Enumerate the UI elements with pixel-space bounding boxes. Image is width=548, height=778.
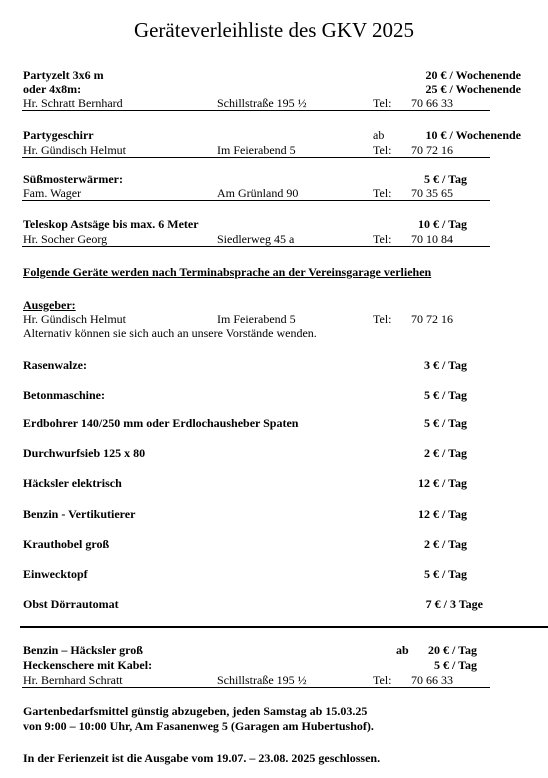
list-item-name: Krauthobel groß — [23, 537, 110, 551]
item-price-alt: 5 € / Tag — [433, 658, 477, 672]
item-price-alt: 25 € / Wochenende — [425, 82, 521, 96]
tel-number: 70 35 65 — [411, 186, 453, 200]
tel-label: Tel: — [373, 232, 392, 246]
footer-line-3: In der Ferienzeit ist die Ausgabe vom 19.07. – 23.08. 2025 geschlossen. — [23, 751, 381, 765]
tel-label: Tel: — [373, 312, 392, 326]
issuer-label: Ausgeber: — [23, 298, 76, 312]
item-name: Süßmosterwärmer: — [23, 172, 123, 186]
list-item-name: Rasenwalze: — [23, 358, 87, 372]
tel-number: 70 66 33 — [411, 96, 453, 110]
issuer-note: Alternativ können sie sich auch an unsere Vorstände wenden. — [23, 326, 317, 340]
divider — [22, 200, 490, 201]
item-price: 20 € / Tag — [427, 643, 477, 657]
list-item-name: Erdbohrer 140/250 mm oder Erdlochausheber Spaten — [23, 416, 299, 430]
page-title: Geräteverleihliste des GKV 2025 — [133, 18, 415, 42]
item-name-alt: oder 4x8m: — [23, 82, 82, 96]
contact-address: Im Feierabend 5 — [217, 312, 296, 326]
contact-address: Siedlerweg 45 a — [217, 232, 295, 246]
item-price: 10 € / Wochenende — [425, 128, 521, 142]
contact-person: Hr. Gündisch Helmut — [23, 312, 126, 326]
tel-number: 70 72 16 — [411, 312, 453, 326]
list-item-name: Einwecktopf — [23, 567, 88, 581]
list-item-price: 5 € / Tag — [423, 416, 467, 430]
contact-person: Hr. Schratt Bernhard — [23, 96, 123, 110]
divider — [22, 687, 490, 688]
footer-line-2: von 9:00 – 10:00 Uhr, Am Fasanenweg 5 (Garagen am Hubertushof). — [23, 719, 374, 733]
divider — [22, 110, 490, 111]
list-item-price: 5 € / Tag — [423, 567, 467, 581]
tel-label: Tel: — [373, 186, 392, 200]
contact-address: Am Grünland 90 — [217, 186, 299, 200]
item-name: Teleskop Astsäge bis max. 6 Meter — [23, 217, 199, 231]
item-name-alt: Heckenschere mit Kabel: — [23, 658, 153, 672]
contact-person: Fam. Wager — [23, 186, 82, 200]
list-item-name: Betonmaschine: — [23, 388, 105, 402]
list-item-price: 5 € / Tag — [423, 388, 467, 402]
list-item-price: 2 € / Tag — [423, 446, 467, 460]
tel-label: Tel: — [373, 673, 392, 687]
list-item-name: Durchwurfsieb 125 x 80 — [23, 446, 146, 460]
divider — [22, 246, 490, 247]
contact-address: Im Feierabend 5 — [217, 143, 296, 157]
list-item-name: Benzin - Vertikutierer — [23, 507, 136, 521]
tel-label: Tel: — [373, 143, 392, 157]
item-name: Benzin – Häcksler groß — [23, 643, 143, 657]
section-divider — [20, 626, 548, 628]
item-price: 20 € / Wochenende — [425, 68, 521, 82]
list-item-price: 12 € / Tag — [417, 476, 467, 490]
list-item-price: 2 € / Tag — [423, 537, 467, 551]
tel-number: 70 66 33 — [411, 673, 453, 687]
list-item-price: 12 € / Tag — [417, 507, 467, 521]
price-prefix: ab — [373, 128, 385, 142]
list-item-name: Obst Dörrautomat — [23, 597, 119, 611]
contact-person: Hr. Gündisch Helmut — [23, 143, 126, 157]
item-name: Partyzelt 3x6 m — [23, 68, 104, 82]
item-price: 10 € / Tag — [417, 217, 467, 231]
contact-address: Schillstraße 195 ½ — [217, 96, 307, 110]
contact-address: Schillstraße 195 ½ — [217, 673, 307, 687]
list-item-price: 3 € / Tag — [423, 358, 467, 372]
item-price: 5 € / Tag — [423, 172, 467, 186]
item-name: Partygeschirr — [23, 128, 94, 142]
list-item-name: Häcksler elektrisch — [23, 476, 122, 490]
tel-number: 70 72 16 — [411, 143, 453, 157]
section-heading: Folgende Geräte werden nach Terminabsprache an der Vereinsgarage verliehen — [23, 265, 432, 279]
tel-label: Tel: — [373, 96, 392, 110]
contact-person: Hr. Bernhard Schratt — [23, 673, 123, 687]
divider — [22, 157, 490, 158]
price-prefix: ab — [396, 643, 409, 657]
tel-number: 70 10 84 — [411, 232, 453, 246]
contact-person: Hr. Socher Georg — [23, 232, 108, 246]
footer-line-1: Gartenbedarfsmittel günstig abzugeben, jeden Samstag ab 15.03.25 — [23, 704, 368, 718]
list-item-price: 7 € / 3 Tage — [425, 597, 483, 611]
